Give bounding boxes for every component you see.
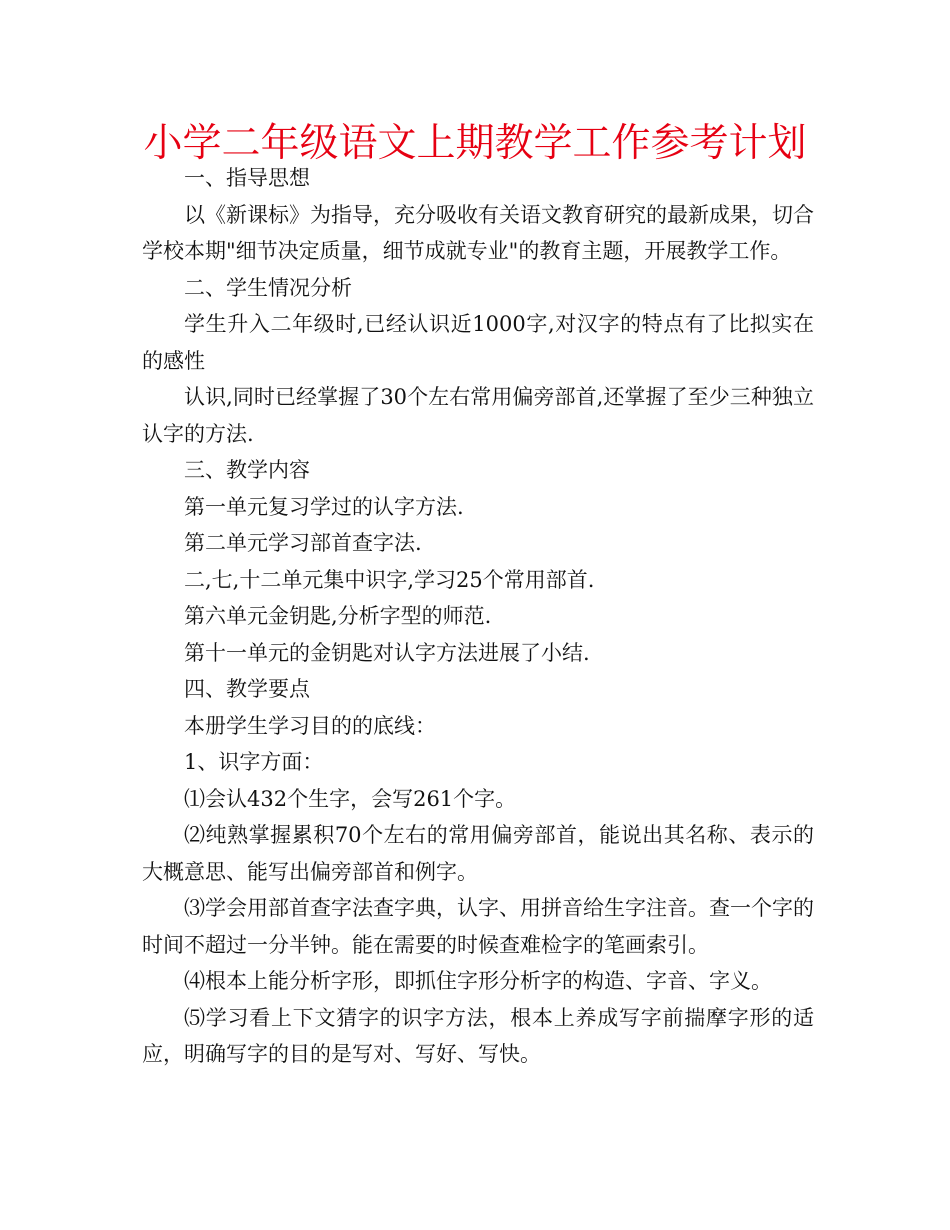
- content-item-unit-2: 第二单元学习部首查字法.: [184, 531, 422, 555]
- paragraph-baseline: 本册学生学习目的的底线：: [184, 713, 436, 738]
- subheading-literacy: 1、识字方面：: [184, 750, 324, 774]
- literacy-item-2: ⑵纯熟掌握累积70个左右的常用偏旁部首，能说出其名称、表示的大概意思、能写出偏旁部首和例字。: [142, 823, 814, 884]
- literacy-item-3: ⑶学会用部首查字法查字典，认字、用拼音给生字注音。查一个字的时间不超过一分半钟。能在需要的时候查难检字的笔画索引。: [142, 896, 814, 957]
- paragraph-guiding-ideology: 以《新课标》为指导，充分吸收有关语文教育研究的最新成果，切合学校本期"细节决定质量，细节成就专业"的教育主题，开展教学工作。: [142, 202, 814, 263]
- heading-teaching-points: 四、教学要点: [184, 677, 310, 701]
- document-body: [142, 160, 814, 1073]
- document-title: 小学二年级语文上期教学工作参考计划: [143, 121, 807, 166]
- content-item-unit-1: 第一单元复习学过的认字方法.: [184, 494, 464, 519]
- paragraph-student-analysis-1: 学生升入二年级时,已经认识近1000字,对汉字的特点有了比拟实在的感性: [142, 312, 814, 373]
- heading-student-analysis: 二、学生情况分析: [184, 275, 352, 300]
- literacy-item-4: ⑷根本上能分析字形，即抓住字形分析字的构造、字音、字义。: [184, 969, 772, 993]
- content-item-unit-11: 第十一单元的金钥匙对认字方法进展了小结.: [184, 640, 590, 665]
- heading-teaching-content: 三、教学内容: [184, 458, 310, 482]
- paragraph-student-analysis-2: 认识,同时已经掌握了30个左右常用偏旁部首,还掌握了至少三种独立认字的方法.: [142, 385, 814, 446]
- content-item-unit-6: 第六单元金钥匙,分析字型的师范.: [184, 604, 492, 628]
- literacy-item-1: ⑴会认432个生字，会写261个字。: [184, 786, 517, 811]
- content-item-units-2-7-12: 二,七,十二单元集中识字,学习25个常用部首.: [184, 567, 595, 592]
- heading-guiding-ideology: 一、指导思想: [184, 166, 310, 190]
- literacy-item-5: ⑸学习看上下文猜字的识字方法，根本上养成写字前揣摩字形的适应，明确写字的目的是写对、写好、写快。: [142, 1005, 814, 1066]
